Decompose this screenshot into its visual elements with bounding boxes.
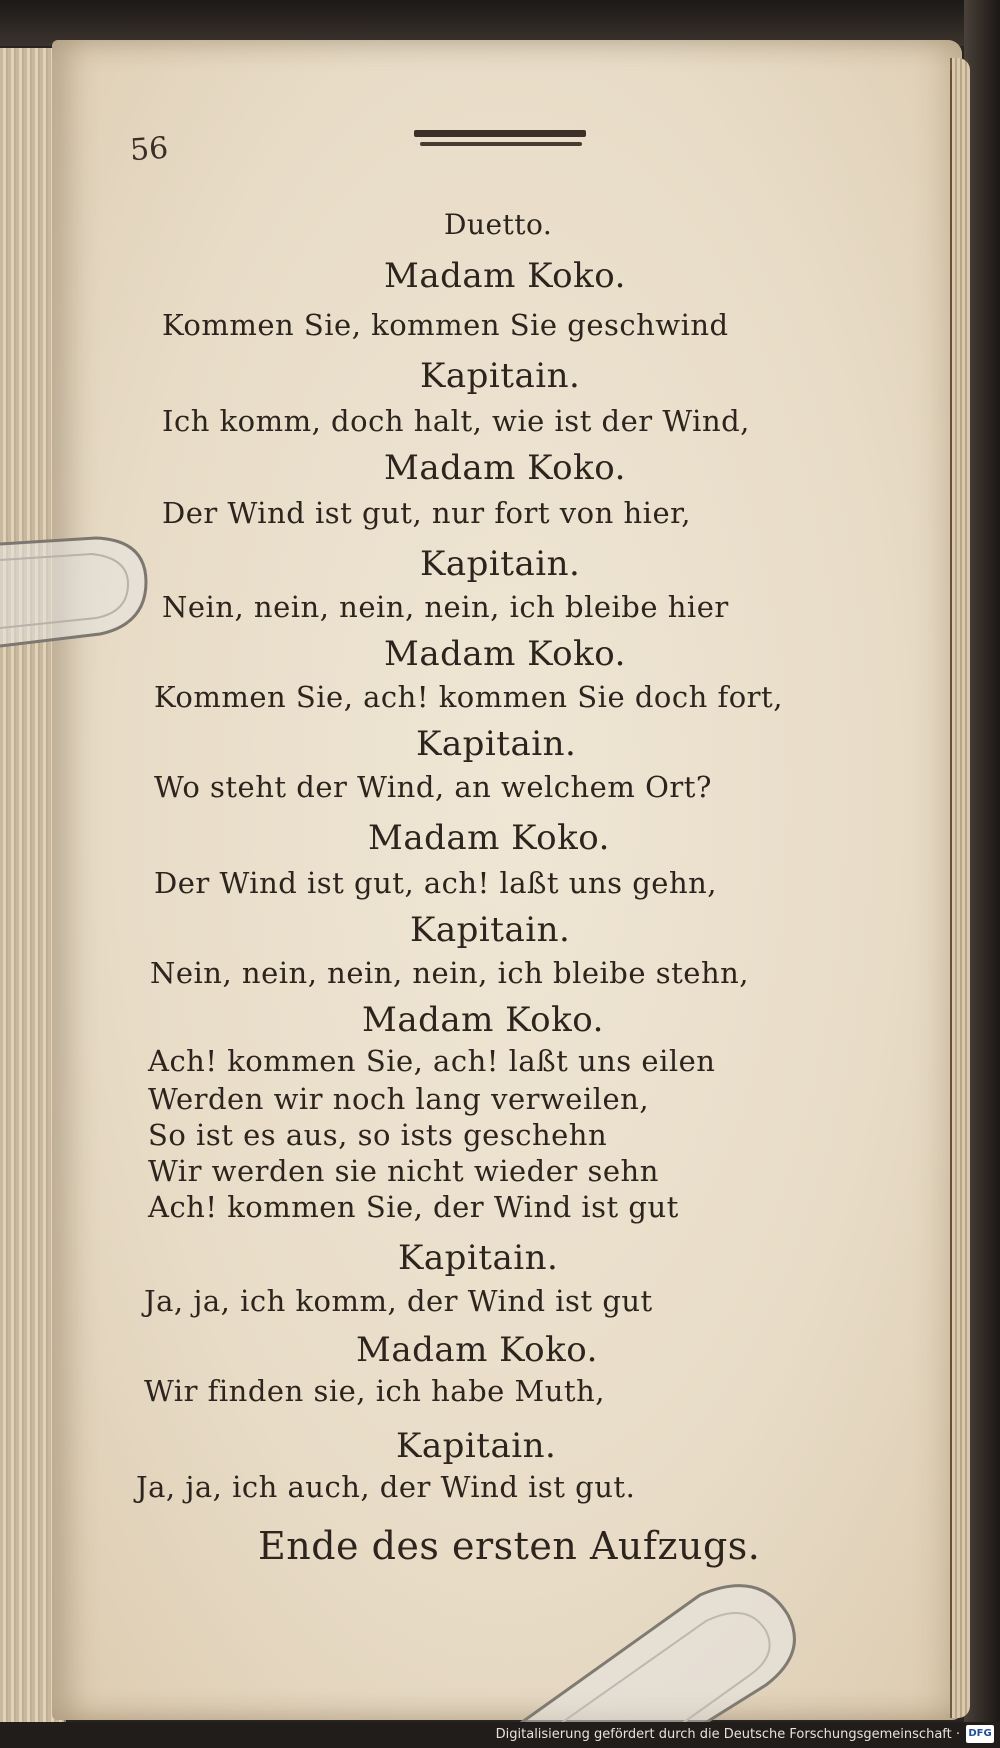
bottom-page-clip [470,1575,810,1745]
verse-line: Der Wind ist gut, ach! laßt uns gehn, [154,866,718,900]
verse-line: Der Wind ist gut, nur fort von hier, [162,496,691,530]
speaker-label: Madam Koko. [368,818,610,858]
speaker-label: Kapitain. [420,544,581,584]
speaker-label: Madam Koko. [356,1330,598,1370]
page-number: 56 [128,130,170,169]
verse-line: Wo steht der Wind, an welchem Ort? [154,770,712,804]
digitization-credit: Digitalisierung gefördert durch die Deutsche Forschungsgemeinschaft · [495,1727,960,1742]
verse-line: Kommen Sie, kommen Sie geschwind [162,308,729,342]
speaker-label: Kapitain. [420,356,581,396]
verse-line: Ach! kommen Sie, ach! laßt uns eilen [148,1044,716,1078]
speaker-label: Madam Koko. [384,256,626,296]
speaker-label: Madam Koko. [362,1000,604,1040]
left-page-clip [0,530,150,650]
speaker-label: Madam Koko. [384,448,626,488]
speaker-label: Kapitain. [416,724,577,764]
verse-line: So ist es aus, so ists geschehn [148,1118,608,1152]
speaker-label: Kapitain. [410,910,571,950]
verse-line: Ja, ja, ich auch, der Wind ist gut. [136,1470,636,1504]
speaker-label: Kapitain. [396,1426,557,1466]
verse-line: Wir werden sie nicht wieder sehn [148,1154,659,1188]
dfg-logo: DFG [966,1725,994,1743]
speaker-label: Madam Koko. [384,634,626,674]
closing-line: Ende des ersten Aufzugs. [258,1524,761,1568]
speaker-label: Kapitain. [398,1238,559,1278]
verse-line: Ja, ja, ich komm, der Wind ist gut [144,1284,653,1318]
verse-line: Kommen Sie, ach! kommen Sie doch fort, [154,680,783,714]
verse-line: Wir finden sie, ich habe Muth, [144,1374,605,1408]
verse-line: Ich komm, doch halt, wie ist der Wind, [162,404,750,438]
verse-line: Werden wir noch lang verweilen, [148,1082,650,1116]
section-heading: Duetto. [444,208,553,241]
verse-line: Nein, nein, nein, nein, ich bleibe stehn, [150,956,750,990]
verse-line: Nein, nein, nein, nein, ich bleibe hier [162,590,729,624]
verse-line: Ach! kommen Sie, der Wind ist gut [148,1190,679,1224]
